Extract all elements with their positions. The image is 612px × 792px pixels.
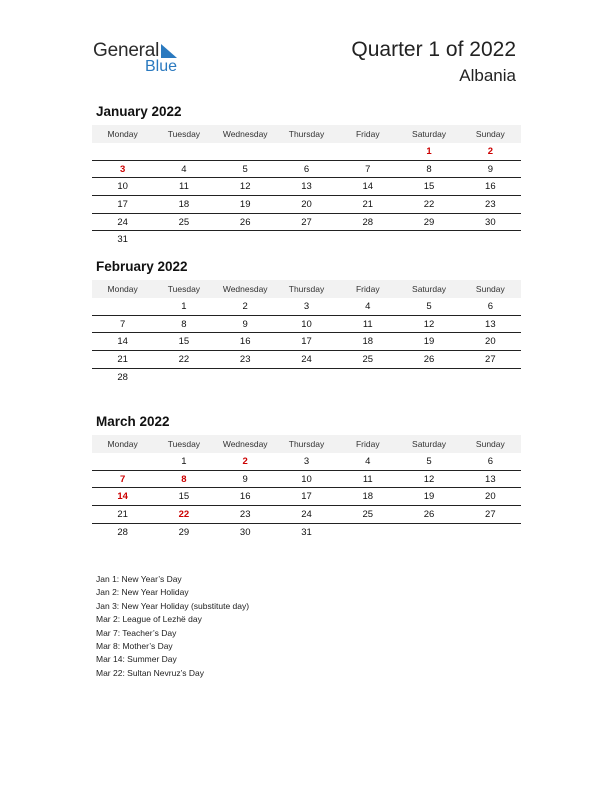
week-row <box>92 453 521 470</box>
day-cell: 1 <box>153 298 214 315</box>
day-cell: 30 <box>239 526 251 538</box>
day-cell: 28 <box>337 213 398 231</box>
weekday-header: Monday <box>92 280 153 298</box>
day-cell: 12 <box>398 315 459 333</box>
day-cell: 16 <box>460 178 521 196</box>
day-cell: 31 <box>117 234 128 246</box>
day-cell: 1 <box>153 453 214 470</box>
calendar-table <box>92 280 521 385</box>
day-cell <box>398 231 459 248</box>
day-cell: 26 <box>398 351 459 369</box>
day-cell: 16 <box>215 333 276 351</box>
day-cell: 17 <box>92 196 153 214</box>
day-cell: 24 <box>276 506 337 524</box>
day-cell: 15 <box>398 178 459 196</box>
day-cell: 21 <box>92 506 153 524</box>
day-cell: 21 <box>337 196 398 214</box>
day-cell: 7 <box>92 315 153 333</box>
day-cell <box>215 143 276 160</box>
week-row <box>92 298 521 315</box>
day-cell: 4 <box>337 453 398 470</box>
weekday-header: Friday <box>337 125 398 143</box>
day-cell: 22 <box>153 351 214 369</box>
week-row <box>92 213 521 231</box>
brand-logo <box>93 40 193 80</box>
day-cell: 11 <box>337 470 398 488</box>
weekday-header: Saturday <box>398 125 459 143</box>
week-row <box>92 333 521 351</box>
day-cell: 10 <box>276 315 337 333</box>
day-cell <box>215 368 276 385</box>
day-cell: 7 <box>337 160 398 178</box>
holiday-item: Mar 7: Teacher’s Day <box>96 627 177 638</box>
weekday-header: Tuesday <box>153 125 214 143</box>
day-cell: 15 <box>153 333 214 351</box>
day-cell: 17 <box>276 488 337 506</box>
day-cell: 28 <box>117 526 128 538</box>
day-cell: 8 <box>153 315 214 333</box>
day-cell: 11 <box>153 178 214 196</box>
week-row <box>92 196 521 214</box>
weekday-header: Monday <box>92 125 153 143</box>
day-cell: 29 <box>398 213 459 231</box>
day-cell <box>215 231 276 248</box>
day-cell: 9 <box>460 160 521 178</box>
day-cell: 23 <box>460 196 521 214</box>
day-cell: 2 <box>460 143 521 160</box>
weekday-header: Sunday <box>460 125 521 143</box>
day-cell: 2 <box>215 453 276 470</box>
day-cell: 22 <box>153 506 214 524</box>
day-cell <box>92 143 153 160</box>
weekday-header: Sunday <box>460 435 521 453</box>
day-cell: 18 <box>337 488 398 506</box>
day-cell: 16 <box>215 488 276 506</box>
week-row <box>92 523 521 540</box>
day-cell <box>153 143 214 160</box>
day-cell: 19 <box>398 333 459 351</box>
day-cell: 6 <box>276 160 337 178</box>
day-cell: 24 <box>92 213 153 231</box>
holiday-item: Mar 14: Summer Day <box>96 654 177 665</box>
month-title: January 2022 <box>96 104 182 119</box>
day-cell: 13 <box>460 315 521 333</box>
day-cell <box>153 368 214 385</box>
day-cell: 24 <box>276 351 337 369</box>
day-cell <box>276 231 337 248</box>
week-row <box>92 178 521 196</box>
day-cell: 11 <box>337 315 398 333</box>
day-cell: 5 <box>398 298 459 315</box>
month-title: March 2022 <box>96 414 170 429</box>
month-title: February 2022 <box>96 259 188 274</box>
day-cell: 3 <box>276 453 337 470</box>
day-cell <box>153 231 214 248</box>
holiday-item: Jan 1: New Year’s Day <box>96 574 182 584</box>
day-cell: 1 <box>398 143 459 160</box>
day-cell: 27 <box>276 213 337 231</box>
day-cell <box>460 368 521 385</box>
day-cell: 31 <box>301 526 312 538</box>
calendar-table <box>92 125 521 248</box>
logo-triangle-icon <box>161 44 177 58</box>
holiday-item: Mar 8: Mother’s Day <box>96 641 173 652</box>
week-row <box>92 506 521 524</box>
week-row <box>92 470 521 488</box>
weekday-header: Thursday <box>276 125 337 143</box>
week-row <box>92 231 521 248</box>
day-cell: 28 <box>117 371 128 383</box>
day-cell: 17 <box>276 333 337 351</box>
day-cell: 3 <box>92 160 153 178</box>
day-cell: 22 <box>398 196 459 214</box>
day-cell: 4 <box>337 298 398 315</box>
day-cell: 27 <box>460 506 521 524</box>
day-cell: 23 <box>215 506 276 524</box>
day-cell: 18 <box>337 333 398 351</box>
week-row <box>92 160 521 178</box>
day-cell: 20 <box>460 488 521 506</box>
day-cell: 5 <box>398 453 459 470</box>
weekday-header: Saturday <box>398 280 459 298</box>
day-cell: 14 <box>337 178 398 196</box>
weekday-header: Sunday <box>460 280 521 298</box>
weekday-header: Tuesday <box>153 435 214 453</box>
day-cell: 23 <box>215 351 276 369</box>
day-cell <box>460 523 521 540</box>
day-cell: 9 <box>215 315 276 333</box>
day-cell: 2 <box>215 298 276 315</box>
day-cell <box>92 453 153 470</box>
day-cell: 20 <box>460 333 521 351</box>
week-row <box>92 143 521 160</box>
month-february <box>92 259 521 385</box>
day-cell: 20 <box>276 196 337 214</box>
day-cell <box>337 368 398 385</box>
holiday-item: Mar 2: League of Lezhë day <box>96 614 202 625</box>
day-cell: 25 <box>337 506 398 524</box>
day-cell: 12 <box>215 178 276 196</box>
day-cell <box>460 231 521 248</box>
weekday-header: Friday <box>337 435 398 453</box>
week-row <box>92 488 521 506</box>
weekday-header: Monday <box>92 435 153 453</box>
page-title: Quarter 1 of 2022 <box>351 38 516 61</box>
day-cell: 10 <box>276 470 337 488</box>
day-cell <box>398 523 459 540</box>
day-cell <box>276 143 337 160</box>
holiday-item: Jan 2: New Year Holiday <box>96 587 189 598</box>
weekday-header: Tuesday <box>153 280 214 298</box>
day-cell <box>276 368 337 385</box>
day-cell: 3 <box>276 298 337 315</box>
week-row <box>92 315 521 333</box>
day-cell: 19 <box>215 196 276 214</box>
weekday-header: Friday <box>337 280 398 298</box>
logo-word-blue: Blue <box>145 58 178 75</box>
day-cell: 19 <box>398 488 459 506</box>
weekday-header: Wednesday <box>215 435 276 453</box>
day-cell: 7 <box>92 470 153 488</box>
weekday-header: Thursday <box>276 280 337 298</box>
holiday-item: Mar 22: Sultan Nevruz’s Day <box>96 667 205 678</box>
month-january <box>92 104 521 248</box>
holiday-item: Jan 3: New Year Holiday (substitute day) <box>96 600 250 611</box>
day-cell: 25 <box>153 213 214 231</box>
day-cell <box>337 523 398 540</box>
weekday-header: Thursday <box>276 435 337 453</box>
country-name: Albania <box>459 66 516 85</box>
logo-word-general: General <box>93 40 160 61</box>
day-cell <box>337 231 398 248</box>
day-cell <box>398 368 459 385</box>
day-cell: 12 <box>398 470 459 488</box>
weekday-header: Wednesday <box>215 280 276 298</box>
day-cell: 14 <box>92 488 153 506</box>
week-row <box>92 351 521 369</box>
day-cell: 4 <box>153 160 214 178</box>
weekday-header: Saturday <box>398 435 459 453</box>
day-cell: 27 <box>460 351 521 369</box>
day-cell <box>337 143 398 160</box>
day-cell: 13 <box>460 470 521 488</box>
day-cell: 29 <box>178 526 190 538</box>
weekday-header: Wednesday <box>215 125 276 143</box>
day-cell: 25 <box>337 351 398 369</box>
calendar-table <box>92 435 521 540</box>
day-cell: 10 <box>92 178 153 196</box>
day-cell: 8 <box>398 160 459 178</box>
day-cell: 6 <box>460 298 521 315</box>
day-cell: 8 <box>153 470 214 488</box>
day-cell: 21 <box>92 351 153 369</box>
day-cell: 26 <box>398 506 459 524</box>
week-row <box>92 368 521 385</box>
day-cell: 15 <box>153 488 214 506</box>
day-cell: 9 <box>215 470 276 488</box>
day-cell: 5 <box>215 160 276 178</box>
month-march <box>92 414 521 540</box>
day-cell: 26 <box>215 213 276 231</box>
day-cell: 6 <box>460 453 521 470</box>
day-cell <box>92 298 153 315</box>
day-cell: 14 <box>92 333 153 351</box>
day-cell: 18 <box>153 196 214 214</box>
day-cell: 13 <box>276 178 337 196</box>
day-cell: 30 <box>460 213 521 231</box>
holiday-list <box>96 573 249 680</box>
